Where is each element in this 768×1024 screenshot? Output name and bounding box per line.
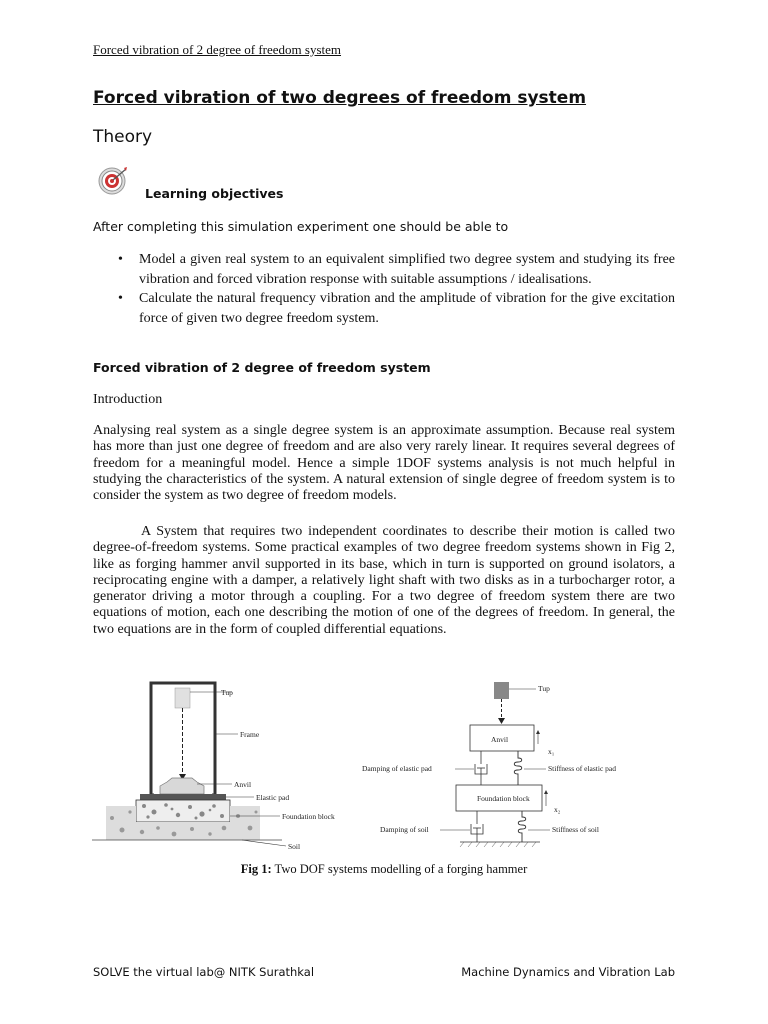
section-heading: Forced vibration of 2 degree of freedom system	[93, 360, 431, 375]
introduction-label: Introduction	[93, 392, 163, 407]
caption-label: Fig 1:	[240, 862, 272, 876]
theory-heading: Theory	[93, 127, 153, 147]
damping-pad-label: Damping of elastic pad	[362, 764, 432, 773]
model-anvil-label: Anvil	[491, 735, 509, 744]
running-header: Forced vibration of 2 degree of freedom system	[93, 42, 342, 57]
list-item: • Model a given real system to an equivalent simplified two degree system and studying its free vibration and forced vibration response with suitable assumptions / idealisations.	[118, 252, 675, 287]
list-item: • Calculate the natural frequency vibration and the amplitude of vibration for the give excitation force of given two degree freedom system.	[118, 291, 675, 326]
stiffness-soil-label: Stiffness of soil	[552, 825, 599, 834]
footer-left: SOLVE the virtual lab@ NITK Surathkal	[93, 965, 315, 979]
damping-soil-label: Damping of soil	[380, 825, 429, 834]
after-completing-text: After completing this simulation experiment one should be able to	[93, 219, 509, 234]
frame-label: Frame	[240, 730, 260, 739]
footer-right: Machine Dynamics and Vibration Lab	[461, 965, 675, 979]
page-title: Forced vibration of two degrees of freedom system	[93, 88, 587, 108]
caption-text: Two DOF systems modelling of a forging hammer	[271, 862, 528, 876]
figure-caption	[0, 862, 768, 877]
foundation-block-label: Foundation block	[282, 812, 335, 821]
objectives-list	[118, 250, 675, 328]
paragraph-2: A System that requires two independent coordinates to describe their motion is called two degree-of-freedom systems. Some practical examples of two degree freedom systems shown in Fig 2, like as forging hammer anvil supported in its base, which in turn is supported on ground isolators, a reciprocating engine with a damper, a relatively light shaft with two disks as in a turbocharger rotor, a generator driving a motor through a coupling. For a two degree of freedom system there are two equations of motion, each one describing the motion of one of the degrees of freedom. In general, the two equations are in the form of coupled differential equations.	[93, 524, 675, 637]
target-icon	[98, 165, 128, 195]
tup-label: Tup	[221, 688, 233, 697]
two-dof-model-figure	[360, 678, 640, 853]
paragraph-1: Analysing real system as a single degree system is an approximate assumption. Because real system has more than just one degree of freedom and are also very rarely linear. It requires several degrees of freedom for a meaningful model. Hence a simple 1DOF systems analysis is not much helpful in studying the characteristics of the system. A natural extension of single degree of freedom system is to consider the system as two degree of freedom models.	[93, 423, 675, 504]
bullet-text: Calculate the natural frequency vibration and the amplitude of vibration for the give excitation force of given two degree freedom system.	[139, 291, 675, 326]
stiffness-pad-label: Stiffness of elastic pad	[548, 764, 616, 773]
model-foundation-label: Foundation block	[477, 794, 530, 803]
x2-label: x₂	[554, 805, 561, 814]
model-tup-label: Tup	[538, 684, 550, 693]
forging-hammer-figure	[92, 678, 362, 853]
anvil-label: Anvil	[234, 780, 252, 789]
soil-label: Soil	[288, 842, 301, 851]
learning-objectives-heading: Learning objectives	[145, 186, 284, 201]
x1-label: x₁	[548, 747, 555, 756]
bullet-text: Model a given real system to an equivalent simplified two degree system and studying its free vibration and forced vibration response with suitable assumptions / idealisations.	[139, 252, 675, 287]
elastic-pad-label: Elastic pad	[256, 793, 290, 802]
